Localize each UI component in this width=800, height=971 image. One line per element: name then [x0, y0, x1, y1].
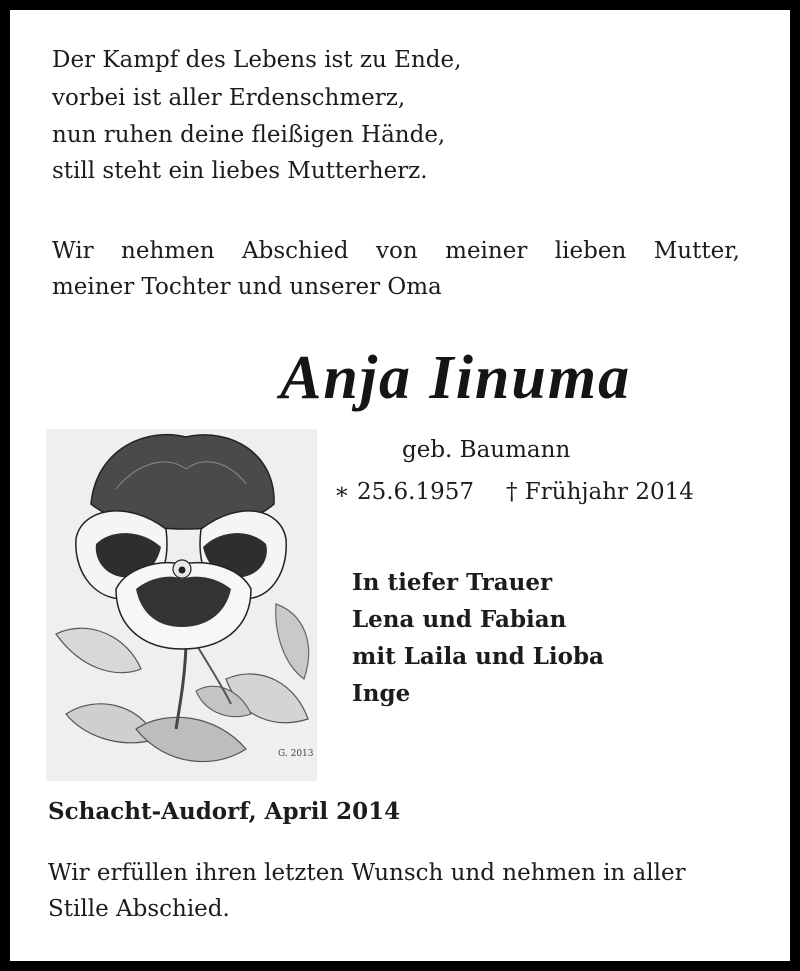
mourners-line-4: Inge: [352, 680, 411, 707]
poem-line-2: vorbei ist aller Erdenschmerz,: [52, 85, 406, 111]
death-date: † Frühjahr 2014: [506, 479, 694, 505]
poem-line-3: nun ruhen deine fleißigen Hände,: [52, 122, 446, 148]
intro-line-1: Wir nehmen Abschied von meiner lieben Mutter,: [52, 238, 740, 264]
poem-line-1: Der Kampf des Lebens ist zu Ende,: [52, 47, 462, 73]
mourners-line-3: mit Laila und Lioba: [352, 643, 604, 670]
intro-line-2: meiner Tochter und unserer Oma: [52, 274, 442, 300]
mourners-line-2: Lena und Fabian: [352, 606, 567, 633]
artist-signature: G. 2013: [278, 749, 314, 759]
pansy-drawing-icon: [46, 429, 317, 781]
closing-line-2: Stille Abschied.: [48, 896, 230, 922]
poem-line-4: still steht ein liebes Mutterherz.: [52, 158, 428, 184]
birth-date: ∗ 25.6.1957: [334, 479, 474, 505]
pansy-drawing-image: [46, 429, 317, 781]
place-date: Schacht-Audorf, April 2014: [48, 798, 401, 825]
birth-name: geb. Baumann: [402, 437, 571, 463]
closing-line-1: Wir erfüllen ihren letzten Wunsch und nehmen in aller: [48, 860, 686, 886]
deceased-name: Anja Iinuma: [280, 344, 632, 412]
mourners-line-1: In tiefer Trauer: [352, 569, 553, 596]
